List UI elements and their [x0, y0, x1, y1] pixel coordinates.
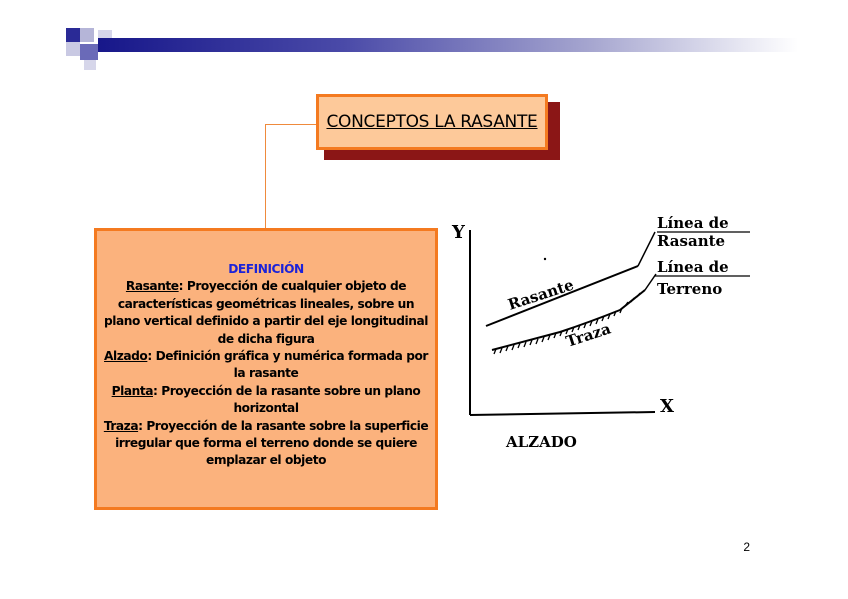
rasante-label: Rasante	[505, 275, 576, 314]
linea-rasante-label-2: Rasante	[657, 232, 726, 250]
linea-rasante-label-1: Línea de	[657, 214, 729, 232]
entry-text: : Definición gráfica y numérica formada por la rasante	[147, 349, 428, 381]
traza-label: Traza	[563, 319, 613, 351]
x-axis-label: X	[660, 396, 674, 417]
y-axis-label: Y	[452, 222, 465, 243]
linea-terreno-label-2: Terreno	[657, 280, 723, 298]
slide-title: CONCEPTOS LA RASANTE	[326, 112, 538, 132]
definition-entry	[104, 419, 428, 468]
definition-entry	[104, 279, 428, 345]
decor-square	[80, 28, 94, 42]
alzado-diagram	[450, 210, 760, 464]
terreno-pointer	[645, 274, 656, 290]
term-traza: Traza	[103, 418, 139, 433]
entry-text: : Proyección de la rasante sobre la superficie irregular que forma el terreno donde se quiere emplazar el objeto	[115, 418, 429, 468]
dot	[544, 258, 546, 260]
connector-line	[265, 124, 266, 228]
decor-square	[80, 44, 98, 60]
definition-entry	[104, 349, 428, 380]
definition-heading: DEFINICIÓN	[228, 262, 304, 276]
definition-entry	[112, 384, 421, 415]
entry-text: : Proyección de la rasante sobre un plano horizontal	[153, 383, 421, 416]
decor-square	[66, 28, 80, 42]
term-planta: Planta	[111, 383, 153, 398]
linea-terreno-label-1: Línea de	[657, 258, 729, 276]
term-alzado: Alzado	[104, 349, 148, 364]
decor-square	[84, 60, 96, 70]
alzado-caption: ALZADO	[506, 433, 577, 451]
entry-text: : Proyección de cualquier objeto de características geométricas lineales, sobre un plano vertical definido a partir del eje longitudinal de dicha figura	[104, 279, 428, 346]
x-axis	[470, 412, 655, 415]
term-rasante: Rasante	[125, 279, 179, 294]
gradient-bar	[98, 38, 798, 52]
connector-line	[265, 124, 316, 125]
page-number: 2	[743, 540, 750, 554]
definition-box	[94, 228, 438, 510]
title-box	[316, 94, 548, 150]
rasante-pointer	[638, 232, 655, 266]
decor-square	[66, 42, 80, 56]
